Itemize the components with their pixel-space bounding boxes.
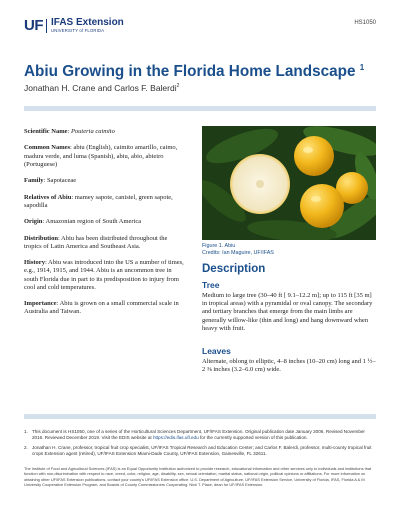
footnote-text-before: This document is HS1050, one of a series of the Horticultural Sciences Department, UF/IFAS Extension. Original publication date January 2006. Revised November 2016. Reviewed December 2019. Visit the EDIS website at bbox=[32, 429, 365, 440]
fact-history: History: Abiu was introduced into the US a number of times, e.g., 1914, 1915, and 1944. Abiu is an uncommon tree in south Florida due in part to its predisposition to injury from cool and cold temperatures. bbox=[24, 259, 184, 291]
fact-origin: Origin: Amazonian region of South America bbox=[24, 218, 142, 226]
fact-label: Importance bbox=[24, 300, 57, 308]
fact-label: Distribution bbox=[24, 234, 58, 242]
title-text: Abiu Growing in the Florida Home Landscape bbox=[24, 63, 356, 80]
footnote-text: Jonathan H. Crane, professor, tropical fruit crop specialist, UF/IFAS Tropical Research and Education Center; and Carlos F. Balerdi, professor, multi-county tropical fruit crops Extension agent (retired), UF/IFAS Extension Miami-Dade County, UF/IFAS Extension, Gainesville, FL 32611. bbox=[32, 445, 372, 456]
uf-ifas-logo[interactable] bbox=[24, 18, 124, 34]
title-footnote-mark: 1 bbox=[359, 63, 365, 72]
fact-value: Sapotaceae bbox=[46, 177, 77, 185]
logo-main-text: IFAS Extension bbox=[51, 17, 124, 28]
fact-value: Amazonian region of South America bbox=[45, 218, 142, 226]
fact-label: Relatives of Abiu bbox=[24, 193, 72, 201]
caption-title: Figure 1. Abiu bbox=[202, 243, 236, 249]
top-divider bbox=[24, 106, 376, 111]
fact-label: History bbox=[24, 259, 45, 267]
fact-value: Abiu has been distributed throughout the tropics of Latin America and Southeast Asia. bbox=[24, 234, 168, 250]
leaves-heading: Leaves bbox=[202, 346, 231, 356]
tree-text: Medium to large tree (30–40 ft [ 9.1–12.2 m]; up to 115 ft [35 m] in tropical areas) with a pyramidal or oval canopy. The secondary and tertiary branches that emerge from the main limbs are generally willow-like (thin and long) and hang downward when heavy with fruit. bbox=[202, 292, 373, 332]
page-header bbox=[24, 18, 376, 38]
footnote-1 bbox=[24, 429, 376, 441]
footnote-number: 1. bbox=[24, 429, 28, 434]
footnote-2 bbox=[24, 445, 376, 457]
legal-notice: The Institute of Food and Agricultural Sciences (IFAS) is an Equal Opportunity Institution authorized to provide research, educational information and other services only to individuals and institutions that function with non-discrimination with respect to race, creed, color, religion, age, disability, sex, sexual orientation, marital status, national origin, political opinions or affiliations. For more information on obtaining other UF/IFAS Extension publications, contact your county's UF/IFAS Extension office. U.S. Department of Agriculture, UF/IFAS Extension Service, University of Florida, IFAS, Florida A & M University Cooperative Extension Program, and Boards of County Commissioners Cooperating. Nick T. Place, dean for UF/IFAS Extension. bbox=[24, 466, 372, 487]
bottom-divider bbox=[24, 414, 376, 419]
footnotes bbox=[24, 429, 376, 461]
page-title bbox=[24, 63, 364, 81]
fact-distribution: Distribution: Abiu has been distributed throughout the tropics of Latin America and Southeast Asia. bbox=[24, 234, 168, 250]
logo-text bbox=[51, 18, 124, 34]
caption-credits: Credits: Ian Maguire, UF/IFAS bbox=[202, 249, 274, 256]
logo-divider bbox=[46, 19, 47, 33]
fact-value: Pouteria caimito bbox=[70, 128, 115, 135]
fact-relatives: Relatives of Abiu: mamey sapote, canistel, green sapote, sapodilla bbox=[24, 193, 173, 209]
description-heading: Description bbox=[202, 263, 266, 275]
footnote-text bbox=[32, 429, 376, 441]
logo-uf-mark: UF bbox=[24, 17, 43, 34]
fact-label: Origin bbox=[24, 218, 43, 226]
fact-value: mamey sapote, canistel, green sapote, sapodilla bbox=[24, 193, 173, 209]
fact-family: Family: Sapotaceae bbox=[24, 177, 77, 185]
authors-footnote-mark: 2 bbox=[176, 83, 180, 90]
tree-heading: Tree bbox=[202, 280, 220, 290]
logo-sub-text: UNIVERSITY of FLORIDA bbox=[51, 28, 105, 33]
abiu-fruit-photo bbox=[202, 126, 376, 240]
fact-label: Scientific Name bbox=[24, 128, 68, 135]
footnote-number: 2. bbox=[24, 445, 28, 450]
fact-common-names: Common Names: abiu (English), caimito amarillo, caimo, madura verde, and luma (Spanish), abiu, abio, abieiro (Portuguese) bbox=[24, 144, 178, 168]
fact-value: abiu (English), caimito amarillo, caimo, madura verde, and luma (Spanish), abiu, abio, abieiro (Portuguese) bbox=[24, 144, 178, 168]
authors bbox=[24, 83, 179, 93]
fact-list bbox=[24, 128, 184, 325]
footnote-text-after: for the currently supported version of this publication. bbox=[198, 435, 308, 440]
fact-label: Family bbox=[24, 177, 44, 185]
document-id: HS1050 bbox=[354, 20, 376, 26]
figure-caption bbox=[202, 243, 274, 256]
edis-link[interactable]: https://edis.ifas.ufl.edu bbox=[152, 435, 199, 440]
fact-label: Common Names bbox=[24, 144, 71, 152]
fact-scientific-name: Scientific Name: Pouteria caimito bbox=[24, 128, 115, 135]
authors-text: Jonathan H. Crane and Carlos F. Balerdi bbox=[24, 83, 177, 93]
fact-importance: Importance: Abiu is grown on a small commercial scale in Australia and Taiwan. bbox=[24, 300, 179, 316]
leaves-text: Alternate, oblong to elliptic, 4–8 inches (10–20 cm) long and 1 ½–2 ⅜ inches (3.2–6.0 cm) wide. bbox=[202, 358, 376, 374]
fact-value: Abiu was introduced into the US a number of times, e.g., 1914, 1915, and 1944. Abiu is an uncommon tree in south Florida due in part to its predisposition to injury from cool and cold temperatures. bbox=[24, 259, 184, 291]
fact-value: Abiu is grown on a small commercial scale in Australia and Taiwan. bbox=[24, 300, 179, 316]
